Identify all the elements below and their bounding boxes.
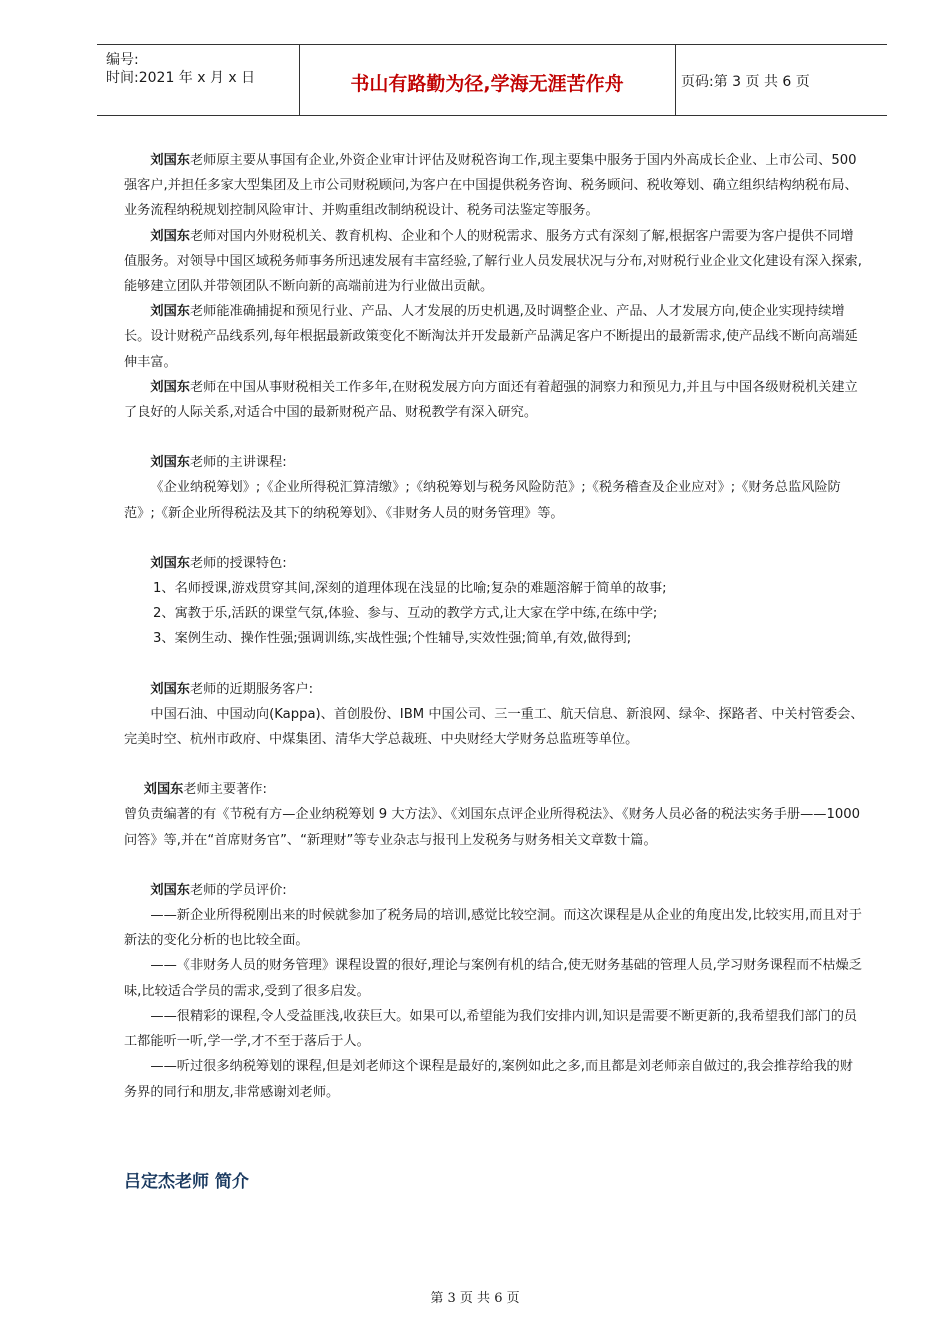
works-text: 曾负责编著的有《节税有方—企业纳税筹划 9 大方法》、《刘国东点评企业所得税法》、《财务人员必备的税法实务手册——1000 问答》等,并在“首席财务官”、“新理财”等专业杂志与报刊上发税务与财务相关文章数十篇。 bbox=[124, 807, 861, 848]
header-motto: 书山有路勤为径,学海无涯苦作舟 bbox=[350, 73, 624, 95]
document-body bbox=[124, 148, 864, 1105]
review-item: ——听过很多纳税筹划的课程,但是刘老师这个课程是最好的,案例如此之多,而且都是刘老师亲自做过的,我会推荐给我的财务界的同行和朋友,非常感谢刘老师。 bbox=[124, 1059, 853, 1100]
reviews-heading: 刘国东老师的学员评价: bbox=[150, 882, 287, 898]
review-item: ——很精彩的课程,令人受益匪浅,收获巨大。如果可以,希望能为我们安排内训,知识是需要不断更新的,我希望我们部门的员工都能听一听,学一学,才不至于落后于人。 bbox=[124, 1008, 858, 1050]
clients-text: 中国石油、中国动向(Kappa)、首创股份、IBM 中国公司、三一重工、航天信息、新浪网、绿伞、探路者、中关村管委会、完美时空、杭州市政府、中煤集团、清华大学总裁班、中央财经大学财务总监班等单位。 bbox=[124, 706, 864, 748]
review-item: ——《非财务人员的财务管理》课程设置的很好,理论与案例有机的结合,使无财务基础的管理人员,学习财务课程而不枯燥乏味,比较适合学员的需求,受到了很多启发。 bbox=[124, 958, 862, 999]
review-item: ——新企业所得税刚出来的时候就参加了税务局的培训,感觉比较空洞。而这次课程是从企业的角度出发,比较实用,而且对于新法的变化分析的也比较全面。 bbox=[124, 908, 862, 949]
courses-text: 《企业纳税筹划》;《企业所得税汇算清缴》;《纳税筹划与税务风险防范》;《税务稽查及企业应对》;《财务总监风险防范》;《新企业所得税法及其下的纳税筹划》、《非财务人员的财务管理》等。 bbox=[124, 480, 841, 521]
teacher-name: 刘国东 bbox=[150, 379, 190, 395]
feature-item: 1、名师授课,游戏贯穿其间,深刻的道理体现在浅显的比喻;复杂的难题溶解于简单的故事; bbox=[153, 581, 667, 597]
works-heading: 刘国东老师主要著作: bbox=[143, 782, 267, 798]
page-footer: 第 3 页 共 6 页 bbox=[430, 1291, 520, 1306]
intro-paragraph: 刘国东老师原主要从事国有企业,外资企业审计评估及财税咨询工作,现主要集中服务于国内外高成长企业、上市公司、500 强客户,并担任多家大型集团及上市公司财税顾问,为客户在中国提供税务咨询、税务顾问、税收筹划、确立组织结构纳税布局、业务流程纳税规划控制风险审计、并购重组改制纳税设计、税务司法鉴定等服务。 bbox=[124, 153, 858, 219]
intro-paragraph: 刘国东老师对国内外财税机关、教育机构、企业和个人的财税需求、服务方式有深刻了解,根据客户需要为客户提供不同增值服务。对领导中国区域税务师事务所迅速发展有丰富经验,了解行业人员发展状况与分布,对财税行业企业文化建设有深入探索,能够建立团队并带领团队不断向新的高端前进为行业做出贡献。 bbox=[124, 228, 862, 295]
intro-paragraph: 刘国东老师在中国从事财税相关工作多年,在财税发展方向方面还有着超强的洞察力和预见力,并且与中国各级财税机关建立了良好的人际关系,对适合中国的最新财税产品、财税教学有深入研究。 bbox=[124, 379, 858, 421]
teacher-name: 刘国东 bbox=[150, 153, 190, 168]
time-label: 时间:2021 年 x 月 x 日 bbox=[106, 70, 256, 86]
teacher-name: 刘国东 bbox=[150, 304, 190, 320]
feature-item: 2、寓教于乐,活跃的课堂气氛,体验、参与、互动的教学方式,让大家在学中练,在练中学; bbox=[153, 606, 658, 622]
number-label: 编号: bbox=[106, 52, 139, 68]
section-title: 吕定杰老师 简介 bbox=[124, 1172, 249, 1192]
page-header bbox=[97, 44, 887, 116]
header-meta bbox=[106, 51, 255, 87]
teacher-name: 刘国东 bbox=[150, 228, 190, 244]
feature-item: 3、案例生动、操作性强;强调训练,实战性强;个性辅导,实效性强;简单,有效,做得到; bbox=[153, 631, 632, 647]
features-heading: 刘国东老师的授课特色: bbox=[150, 555, 287, 571]
clients-heading: 刘国东老师的近期服务客户: bbox=[150, 681, 314, 697]
header-page-label: 页码:第 3 页 共 6 页 bbox=[681, 74, 810, 90]
intro-paragraph: 刘国东老师能准确捕捉和预见行业、产品、人才发展的历史机遇,及时调整企业、产品、人才发展方向,使企业实现持续增长。设计财税产品线系列,每年根据最新政策变化不断淘汰并开发最新产品满足客户不断提出的最新需求,使产品线不断向高端延伸丰富。 bbox=[124, 304, 858, 370]
header-divider bbox=[675, 45, 676, 115]
courses-heading: 刘国东老师的主讲课程: bbox=[150, 455, 287, 471]
